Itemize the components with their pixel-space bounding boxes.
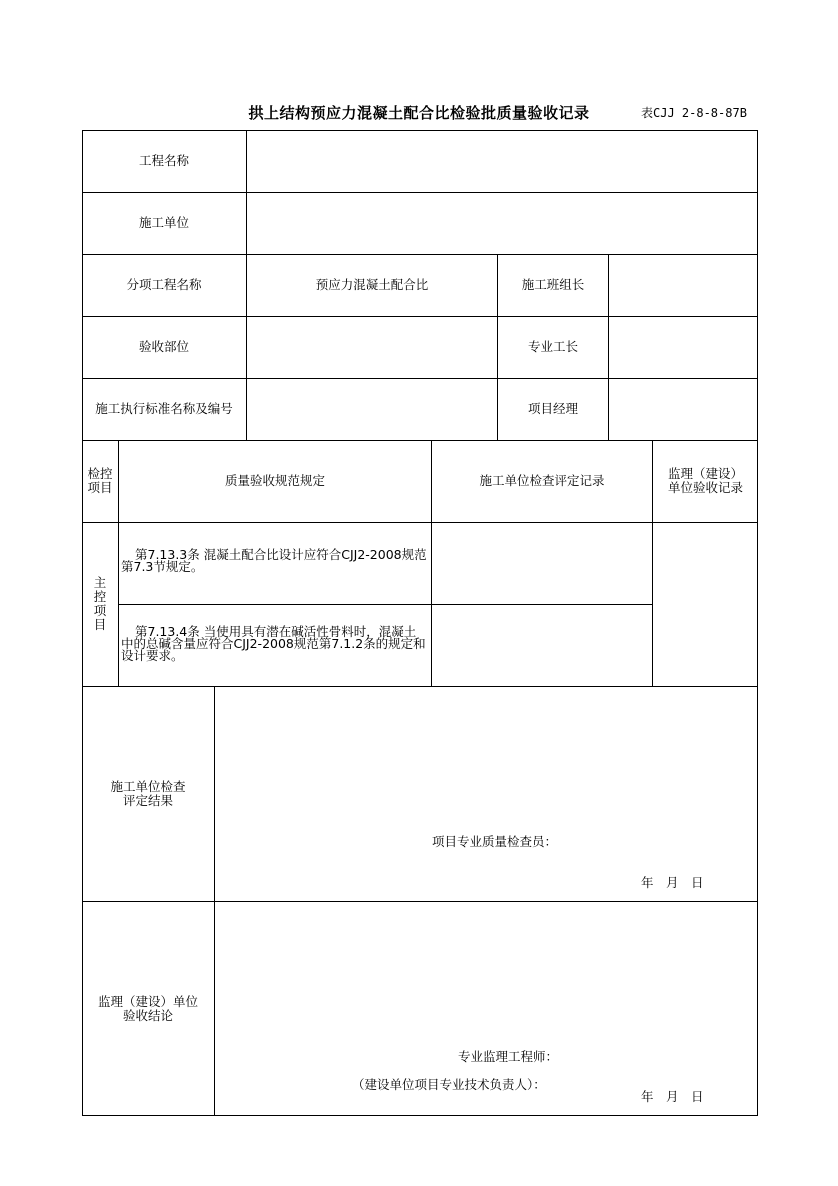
sub-item-value[interactable]: 预应力混凝土配合比	[315, 277, 429, 292]
acceptance-part-label: 验收部位	[138, 339, 189, 354]
owner-representative-label: （建设单位项目专业技术负责人）：	[352, 1077, 546, 1092]
supervisor-record-line1: 监理（建设）	[667, 466, 743, 481]
foreman-field[interactable]	[609, 316, 758, 378]
team-leader-field[interactable]	[609, 254, 758, 316]
pm-field[interactable]	[609, 378, 758, 440]
project-name-field[interactable]	[247, 130, 758, 192]
contractor-result-label	[82, 686, 214, 901]
pm-label: 项目经理	[527, 401, 578, 416]
supervising-engineer-label: 专业监理工程师：	[458, 1049, 559, 1064]
supervisor-conclusion-line1: 监理（建设）单位	[97, 993, 198, 1009]
contractor-result-date: 年 月 日	[641, 875, 704, 890]
standard-field[interactable]	[247, 378, 497, 440]
acceptance-part-field[interactable]	[247, 316, 497, 378]
contractor-label: 施工单位	[138, 215, 189, 230]
main-control-label: 主控项目	[93, 575, 107, 632]
page-title: 拱上结构预应力混凝土配合比检验批质量验收记录	[248, 104, 590, 122]
supervisor-record-field[interactable]	[653, 522, 758, 686]
supervisor-conclusion-line2: 验收结论	[122, 1007, 173, 1023]
form-code: 表CJJ 2-8-8-87B	[641, 106, 747, 120]
spec-header: 质量验收规范规定	[224, 473, 325, 488]
contractor-result-line2: 评定结果	[122, 792, 173, 808]
foreman-label: 专业工长	[527, 339, 578, 354]
supervisor-conclusion-date: 年 月 日	[641, 1089, 704, 1104]
sub-item-label: 分项工程名称	[126, 277, 202, 292]
standard-label: 施工执行标准名称及编号	[95, 401, 233, 416]
supervisor-record-header	[653, 440, 758, 522]
project-name-label: 工程名称	[138, 153, 189, 168]
contractor-record-header: 施工单位检查评定记录	[479, 473, 605, 488]
control-item-text: 检控项目	[87, 466, 113, 495]
supervisor-record-line2: 单位验收记录	[667, 480, 743, 495]
contractor-record-field-2[interactable]	[432, 604, 652, 686]
quality-inspector-label: 项目专业质量检查员：	[432, 834, 558, 849]
team-leader-label: 施工班组长	[521, 277, 585, 292]
contractor-field[interactable]	[247, 192, 758, 254]
contractor-result-line1: 施工单位检查	[110, 778, 186, 794]
main-control-item-2: 第7.13.4条 当使用具有潜在碱活性骨料时，混凝土中的总碱含量应符合CJJ2-2008规范第7.1.2条的规定和设计要求。	[121, 624, 426, 663]
control-item-header	[82, 440, 118, 522]
supervisor-conclusion-label	[82, 901, 214, 1116]
main-control-item-1: 第7.13.3条 混凝土配合比设计应符合CJJ2-2008规范第7.3节规定。	[121, 547, 427, 574]
contractor-record-field-1[interactable]	[432, 522, 652, 604]
